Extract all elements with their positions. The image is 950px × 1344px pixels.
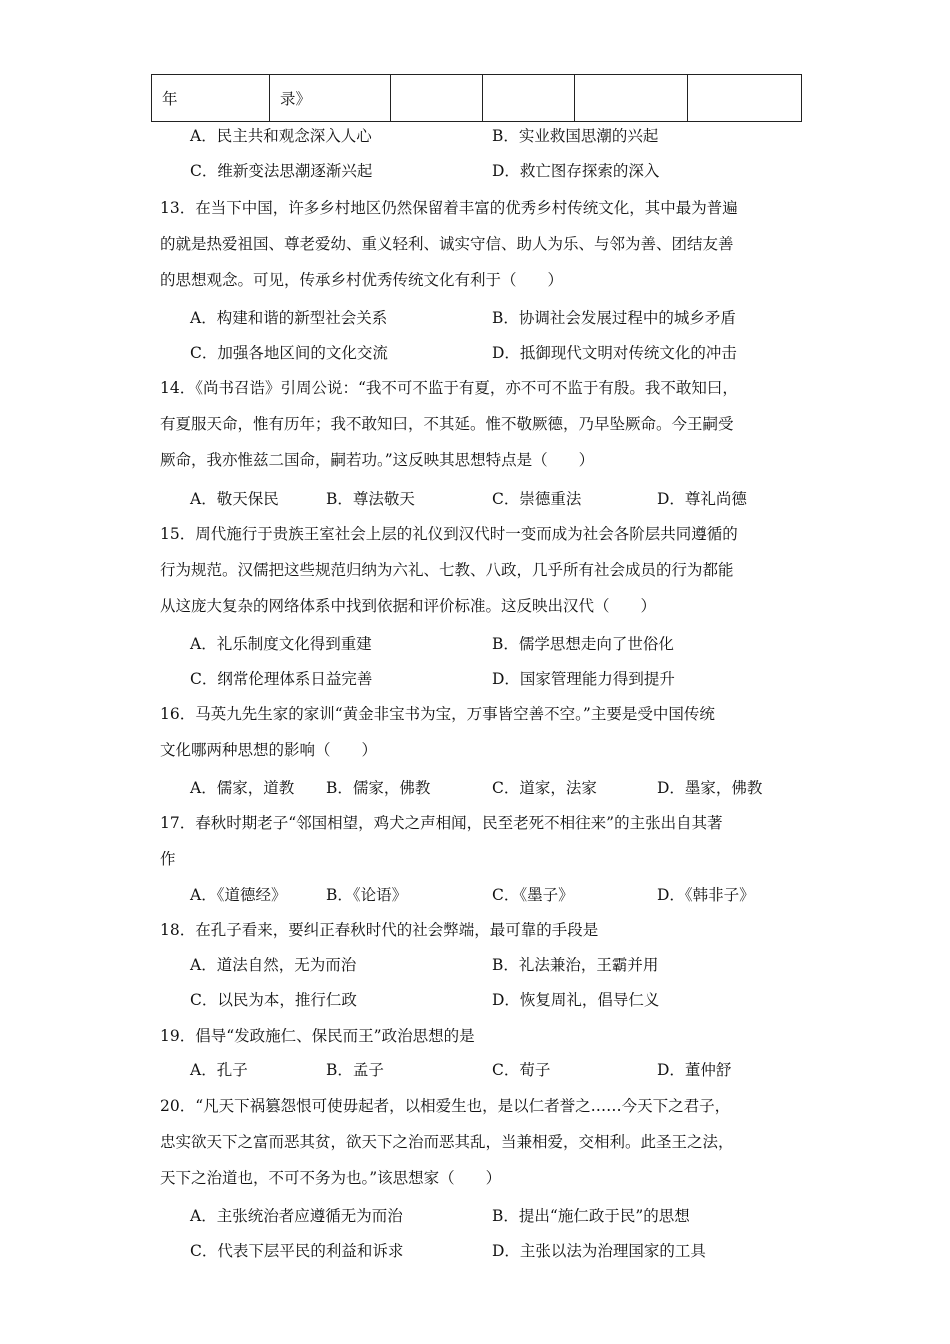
question-line: 从这庞大复杂的网络体系中找到依据和评价标准。这反映出汉代（ ）: [160, 597, 657, 615]
table-row: [152, 75, 802, 122]
option-row: [160, 159, 800, 183]
question-19: [160, 1018, 800, 1054]
table-cell: 录》: [270, 75, 391, 122]
question-14: [160, 370, 800, 478]
question-line: 17．春秋时期老子“邻国相望，鸡犬之声相闻，民至老死不相往来”的主张出自其著: [160, 814, 723, 832]
question-line: 天下之治道也，不可不务为也。”该思想家（ ）: [160, 1169, 502, 1187]
option-row: [160, 1239, 800, 1263]
option-c[interactable]: C．维新变法思潮逐渐兴起: [190, 162, 373, 180]
option-c[interactable]: C．加强各地区间的文化交流: [190, 344, 388, 362]
table-cell: [575, 75, 688, 122]
question-20: [160, 1088, 800, 1196]
question-line: 厥命，我亦惟兹二国命，嗣若功。”这反映其思想特点是（ ）: [160, 451, 595, 469]
option-d[interactable]: D．主张以法为治理国家的工具: [492, 1242, 706, 1260]
option-a[interactable]: A．儒家，道教: [190, 779, 295, 797]
option-a[interactable]: A．礼乐制度文化得到重建: [190, 635, 372, 653]
option-a[interactable]: A．道法自然，无为而治: [190, 956, 357, 974]
question-line: 的就是热爱祖国、尊老爱幼、重义轻利、诚实守信、助人为乐、与邻为善、团结友善: [160, 235, 734, 253]
question-line: 忠实欲天下之富而恶其贫，欲天下之治而恶其乱，当兼相爱，交相利。此圣王之法，: [160, 1133, 734, 1151]
option-row: [160, 667, 800, 691]
question-line: 19．倡导“发政施仁、保民而王”政治思想的是: [160, 1027, 475, 1045]
question-line: 作: [160, 850, 176, 868]
question-line: 文化哪两种思想的影响（ ）: [160, 741, 378, 759]
option-c[interactable]: C．以民为本，推行仁政: [190, 991, 357, 1009]
option-b[interactable]: B．协调社会发展过程中的城乡矛盾: [492, 309, 736, 327]
option-b[interactable]: B．尊法敬天: [326, 490, 415, 508]
question-line: 行为规范。汉儒把这些规范归纳为六礼、七教、八政，几乎所有社会成员的行为都能: [160, 561, 734, 579]
option-row: [160, 1204, 800, 1228]
option-a[interactable]: A．敬天保民: [190, 490, 279, 508]
option-row: [160, 988, 800, 1012]
question-18: [160, 912, 800, 948]
option-d[interactable]: D．董仲舒: [657, 1061, 732, 1079]
option-d[interactable]: D．恢复周礼，倡导仁义: [492, 991, 660, 1009]
option-row: [160, 632, 800, 656]
option-row: [160, 487, 800, 511]
option-row: [160, 341, 800, 365]
option-d[interactable]: D．尊礼尚德: [657, 490, 747, 508]
option-a[interactable]: A．民主共和观念深入人心: [190, 127, 372, 145]
table-cell: [391, 75, 483, 122]
question-13: [160, 190, 800, 298]
question-17: [160, 805, 800, 877]
question-line: 16．马英九先生家的家训“黄金非宝书为宝，万事皆空善不空。”主要是受中国传统: [160, 705, 715, 723]
table-cell: [483, 75, 575, 122]
option-row: [160, 306, 800, 330]
option-c[interactable]: C．道家，法家: [492, 779, 597, 797]
option-d[interactable]: D．救亡图存探索的深入: [492, 162, 660, 180]
option-b[interactable]: B．《论语》: [326, 886, 408, 904]
question-line: 有夏服天命，惟有历年；我不敢知曰，不其延。惟不敬厥德，乃早坠厥命。今王嗣受: [160, 415, 734, 433]
option-d[interactable]: D．国家管理能力得到提升: [492, 670, 675, 688]
option-c[interactable]: C．崇德重法: [492, 490, 582, 508]
option-a[interactable]: A．孔子: [190, 1061, 248, 1079]
question-15: [160, 516, 800, 624]
question-line: 15．周代施行于贵族王室社会上层的礼仪到汉代时一变而成为社会各阶层共同遵循的: [160, 525, 738, 543]
option-row: [160, 883, 800, 907]
option-b[interactable]: B．提出“施仁政于民”的思想: [492, 1207, 690, 1225]
option-row: [160, 953, 800, 977]
option-d[interactable]: D．墨家，佛教: [657, 779, 763, 797]
question-line: 18．在孔子看来，要纠正春秋时代的社会弊端，最可靠的手段是: [160, 921, 599, 939]
table-cell: [688, 75, 802, 122]
option-b[interactable]: B．儒家，佛教: [326, 779, 431, 797]
option-c[interactable]: C．《墨子》: [492, 886, 574, 904]
option-row: [160, 1058, 800, 1082]
option-row: [160, 124, 800, 148]
option-c[interactable]: C．代表下层平民的利益和诉求: [190, 1242, 404, 1260]
option-row: [160, 776, 800, 800]
option-d[interactable]: D．抵御现代文明对传统文化的冲击: [492, 344, 737, 362]
option-a[interactable]: A．《道德经》: [190, 886, 287, 904]
option-b[interactable]: B．儒学思想走向了世俗化: [492, 635, 674, 653]
table-fragment: [151, 74, 802, 122]
option-c[interactable]: C．纲常伦理体系日益完善: [190, 670, 373, 688]
option-b[interactable]: B．实业救国思潮的兴起: [492, 127, 659, 145]
question-line: 的思想观念。可见，传承乡村优秀传统文化有利于（ ）: [160, 271, 564, 289]
question-line: 13．在当下中国，许多乡村地区仍然保留着丰富的优秀乡村传统文化，其中最为普遍: [160, 199, 738, 217]
question-16: [160, 696, 800, 768]
option-b[interactable]: B．孟子: [326, 1061, 384, 1079]
option-a[interactable]: A．构建和谐的新型社会关系: [190, 309, 388, 327]
question-line: 20．“凡天下祸篡怨恨可使毋起者，以相爱生也，是以仁者誉之……今天下之君子，: [160, 1097, 731, 1115]
option-a[interactable]: A．主张统治者应遵循无为而治: [190, 1207, 403, 1225]
option-d[interactable]: D．《韩非子》: [657, 886, 755, 904]
option-b[interactable]: B．礼法兼治，王霸并用: [492, 956, 659, 974]
table-cell: 年: [152, 75, 270, 122]
question-line: 14．《尚书召诰》引周公说：“我不可不监于有夏，亦不可不监于有殷。我不敢知曰，: [160, 379, 738, 397]
option-c[interactable]: C．荀子: [492, 1061, 551, 1079]
